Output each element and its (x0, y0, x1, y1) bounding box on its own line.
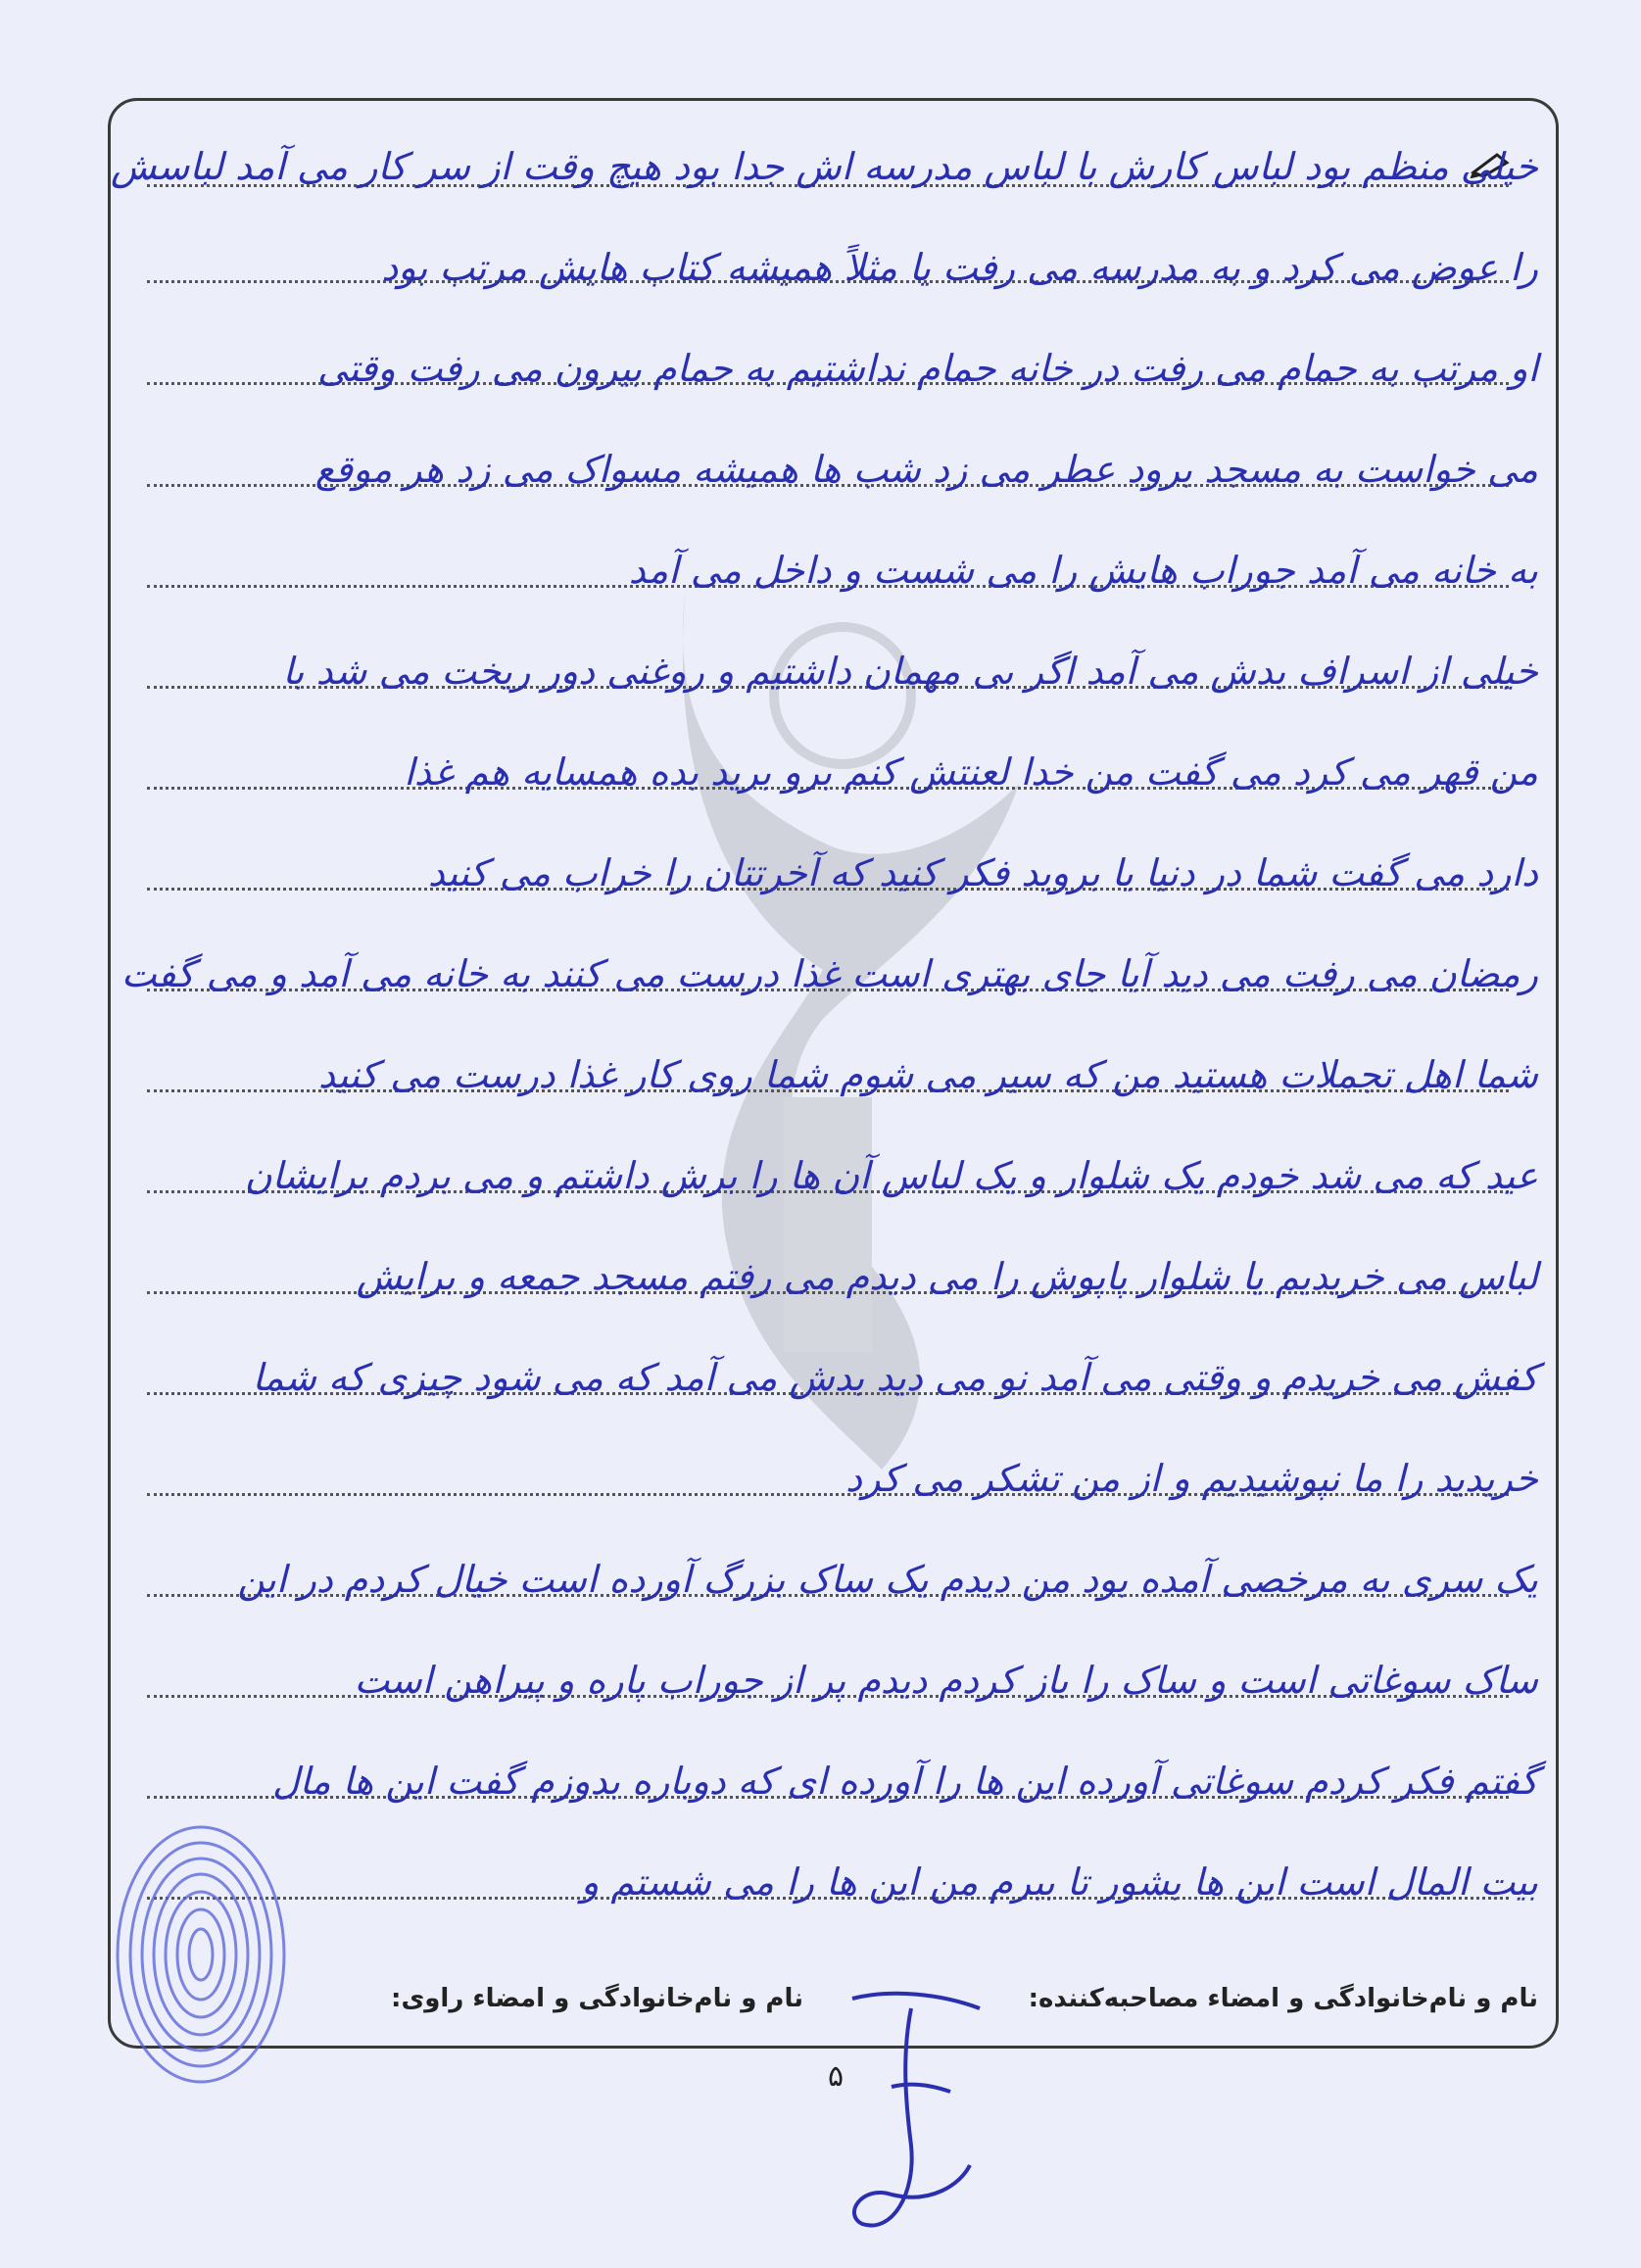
handwritten-line: رمضان می رفت می دید آیا جای بهتری است غذا درست می کنند به خانه می آمد و می گفت (121, 952, 1538, 995)
handwritten-line: گفتم فکر کردم سوغاتی آورده این ها را آورده ای که دوباره بدوزم گفت این ها مال (272, 1760, 1538, 1803)
handwritten-line: به خانه می آمد جوراب هایش را می شست و داخل می آمد (628, 549, 1538, 592)
handwritten-line: می خواست به مسجد برود عطر می زد شب ها همیشه مسواک می زد هر موقع (314, 448, 1538, 491)
handwritten-line: شما اهل تجملات هستید من که سیر می شوم شما روی کار غذا درست می کنید (318, 1053, 1538, 1096)
fingerprint-mark (108, 1817, 294, 2092)
narrator-signature-label: نام و نام‌خانوادگی و امضاء راوی: (391, 1984, 803, 2013)
page-number: ۵ (827, 2059, 845, 2094)
handwritten-line: بیت المال است این ها بشور تا ببرم من این ها را می شستم و (580, 1860, 1538, 1904)
handwritten-line: خیلی منظم بود لباس کارش با لباس مدرسه اش جدا بود هیچ وقت از سر کار می آمد لباسش (111, 145, 1538, 188)
handwritten-line: من قهر می کرد می گفت من خدا لعنتش کنم برو برید بده همسایه هم غذا (404, 750, 1538, 794)
handwritten-line: کفش می خریدم و وقتی می آمد نو می دید بدش می آمد که می شود چیزی که شما (252, 1356, 1538, 1399)
handwritten-line: خیلی از اسراف بدش می آمد اگر بی مهمان داشتیم و روغنی دور ریخت می شد با (282, 650, 1538, 693)
handwritten-line: یک سری به مرخصی آمده بود من دیدم یک ساک بزرگ آورده است خیال کردم در این (237, 1558, 1538, 1601)
handwritten-line: خریدید را ما نپوشیدیم و از من تشکر می کرد (845, 1457, 1538, 1500)
handwritten-line: ساک سوغاتی است و ساک را باز کردم دیدم پر از جوراب پاره و پیراهن است (354, 1659, 1538, 1702)
handwritten-line: را عوض می کرد و به مدرسه می رفت یا مثلاً همیشه کتاب هایش مرتب بود (381, 246, 1538, 289)
interviewer-signature (833, 1969, 989, 2253)
handwritten-line: او مرتب به حمام می رفت در خانه حمام نداشتیم به حمام بیرون می رفت وقتی (317, 347, 1538, 390)
interviewer-signature-label: نام و نام‌خانوادگی و امضاء مصاحبه‌کننده: (1028, 1984, 1538, 2013)
handwritten-line: عید که می شد خودم یک شلوار و یک لباس آن ها را برش داشتم و می بردم برایشان (244, 1154, 1538, 1197)
handwritten-line: لباس می خریدیم یا شلوار پاپوش را می دیدم می رفتم مسجد جمعه و برایش (356, 1255, 1538, 1298)
handwritten-line: دارد می گفت شما در دنیا یا بروید فکر کنید که آخرتتان را خراب می کنید (427, 851, 1538, 894)
